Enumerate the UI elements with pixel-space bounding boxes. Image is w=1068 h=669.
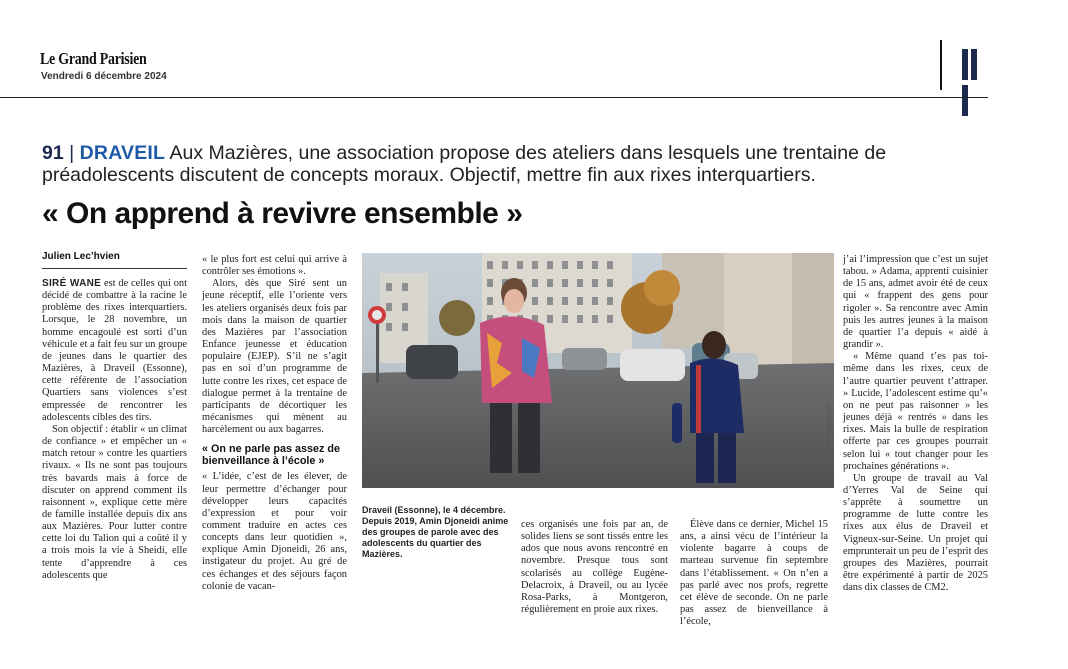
article-headline: « On apprend à revivre ensemble » bbox=[42, 197, 523, 230]
kicker-separator: | bbox=[69, 142, 75, 164]
paragraph-text: est de celles qui ont décidé de combattre à la racine le problème des rixes interquartiers. Lorsque, le 28 novembre, un homme encagoulé est sorti d’un véhicule et a fait feu sur un groupe de jeunes dans le quartier des Mazières, à Draveil (Essonne), cette référente de l’association Quartiers sans violences s’est empressée de rencontrer les adolescents cibles des tirs. bbox=[42, 278, 187, 423]
kicker-text: Aux Mazières, une association propose des ateliers dans lesquels une trentaine de préadolescents discutent de concepts moraux. Objectif, mettre fin aux rixes interquartiers. bbox=[42, 142, 887, 186]
issue-date: Vendredi 6 décembre 2024 bbox=[41, 71, 167, 82]
newspaper-title: Le Grand Parisien bbox=[40, 49, 147, 68]
header-rule bbox=[0, 97, 988, 98]
photo-caption: Draveil (Essonne), le 4 décembre. Depuis 2019, Amin Djoneidi anime des groupes de parole avec des adolescents du quartier des Mazières. bbox=[362, 505, 509, 559]
paragraph: « L’idée, c’est de les élever, de leur permettre d’échanger pour développer leurs capacités d’expression et pour voir comment traduire en actes ces concepts dans leur quotidien », explique Amin Djoneidi, 26 ans, instigateur du projet. Au gré de ces échanges et des séjours façon colonie de vacan- bbox=[202, 471, 347, 592]
paragraph: Élève dans ce dernier, Michel 15 ans, a ainsi vécu de l’intérieur la violente bagarre à coups de marteau survenue fin septembre dans l’établissement. « On n’en a pas parlé avec nos profs, regrette cet élève de seconde. On ne parle pas assez de bienveillance à l’école, bbox=[680, 519, 828, 628]
paragraph: Son objectif : établir « un climat de confiance » et empêcher un « match retour » contre les quartiers rivaux. « Ils ne sont pas toujours très bavards mais à force de discuter on apprend comment ils raisonnent », explique cette mère de famille installée depuis dix ans aux Mazières. Pour lutter contre cette loi du Talion qui a coûté il y a trois mois la vie à Sheidi, elle tente d’apprendre à ces adolescents que bbox=[42, 423, 187, 581]
column-5 bbox=[843, 254, 988, 594]
department-number: 91 bbox=[42, 142, 64, 164]
paragraph: Un groupe de travail au Val d’Yerres Val de Seine qui s’apprête à soumettre un programme de lutte contre les rixes aux élus de Draveil et Vigneux-sur-Seine. Un projet qui emprunterait un peu de l’esprit des groupes des Mazières, pourrait être expérimenté à partir de 2025 dans dix classes de CM2. bbox=[843, 472, 988, 594]
paragraph: « Même quand t’es pas toi-même dans les rixes, ceux de l’autre quartier peuvent t’attraper. » Lucide, l’adolescent estime qu’« on ne peut pas raisonner » les jeunes déjà « rentrés » dans les rixes. Mais la bulle de respiration offerte par ces groupes pourrait selon lui « tout changer pour les prochaines générations ». bbox=[843, 351, 988, 472]
article-kicker bbox=[42, 142, 942, 186]
town-name: DRAVEIL bbox=[79, 142, 166, 164]
column-2 bbox=[202, 254, 347, 593]
paragraph: j’ai l’impression que c’est un sujet tabou. » Adama, apprenti cuisinier de 15 ans, admet avoir été de ceux qui « frappent des gens pour rigoler ». Sa rencontre avec Amin puis les autres jeunes à la maison de quartier l’a depuis « aidé à grandir ». bbox=[843, 254, 988, 351]
photo-credit: Isabelle Cerroni/LP bbox=[826, 402, 833, 458]
byline-rule bbox=[42, 268, 187, 269]
paragraph: Alors, dès que Siré sent un jeune réceptif, elle l’oriente vers les ateliers organisés deux fois par mois dans la maison de quartier des Mazières par l’association Enfance jeunesse et éducation populaire (EJEP). S’il ne s’agit pas en soi d’un programme de lutte contre les rixes, cet espace de dialogue permet à la trentaine de participants de décortiquer les mécanismes qui mènent au harcèlement ou aux bagarres. bbox=[202, 278, 347, 436]
column-4 bbox=[680, 519, 828, 628]
byline: Julien Lec’hvien bbox=[42, 251, 120, 262]
paragraph bbox=[42, 278, 187, 424]
header-divider bbox=[940, 40, 942, 90]
column-3 bbox=[521, 519, 668, 616]
paragraph: « le plus fort est celui qui arrive à contrôler ses émotions ». bbox=[202, 254, 347, 278]
lead-name: SIRÉ WANE bbox=[42, 278, 102, 289]
article-photo bbox=[362, 253, 834, 488]
column-1 bbox=[42, 278, 187, 582]
paragraph: ces organisés une fois par an, de solides liens se sont tissés entre les ados que nous avons rencontré en novembre. Presque tous sont scolarisés au collège Eugène-Delacroix, à Draveil, ou au lycée Rosa-Parks, à Montgeron, régulièrement en proie aux rixes. bbox=[521, 519, 668, 616]
section-bars-icon bbox=[962, 49, 987, 80]
subheading: « On ne parle pas assez de bienveillance à l’école » bbox=[202, 443, 341, 468]
